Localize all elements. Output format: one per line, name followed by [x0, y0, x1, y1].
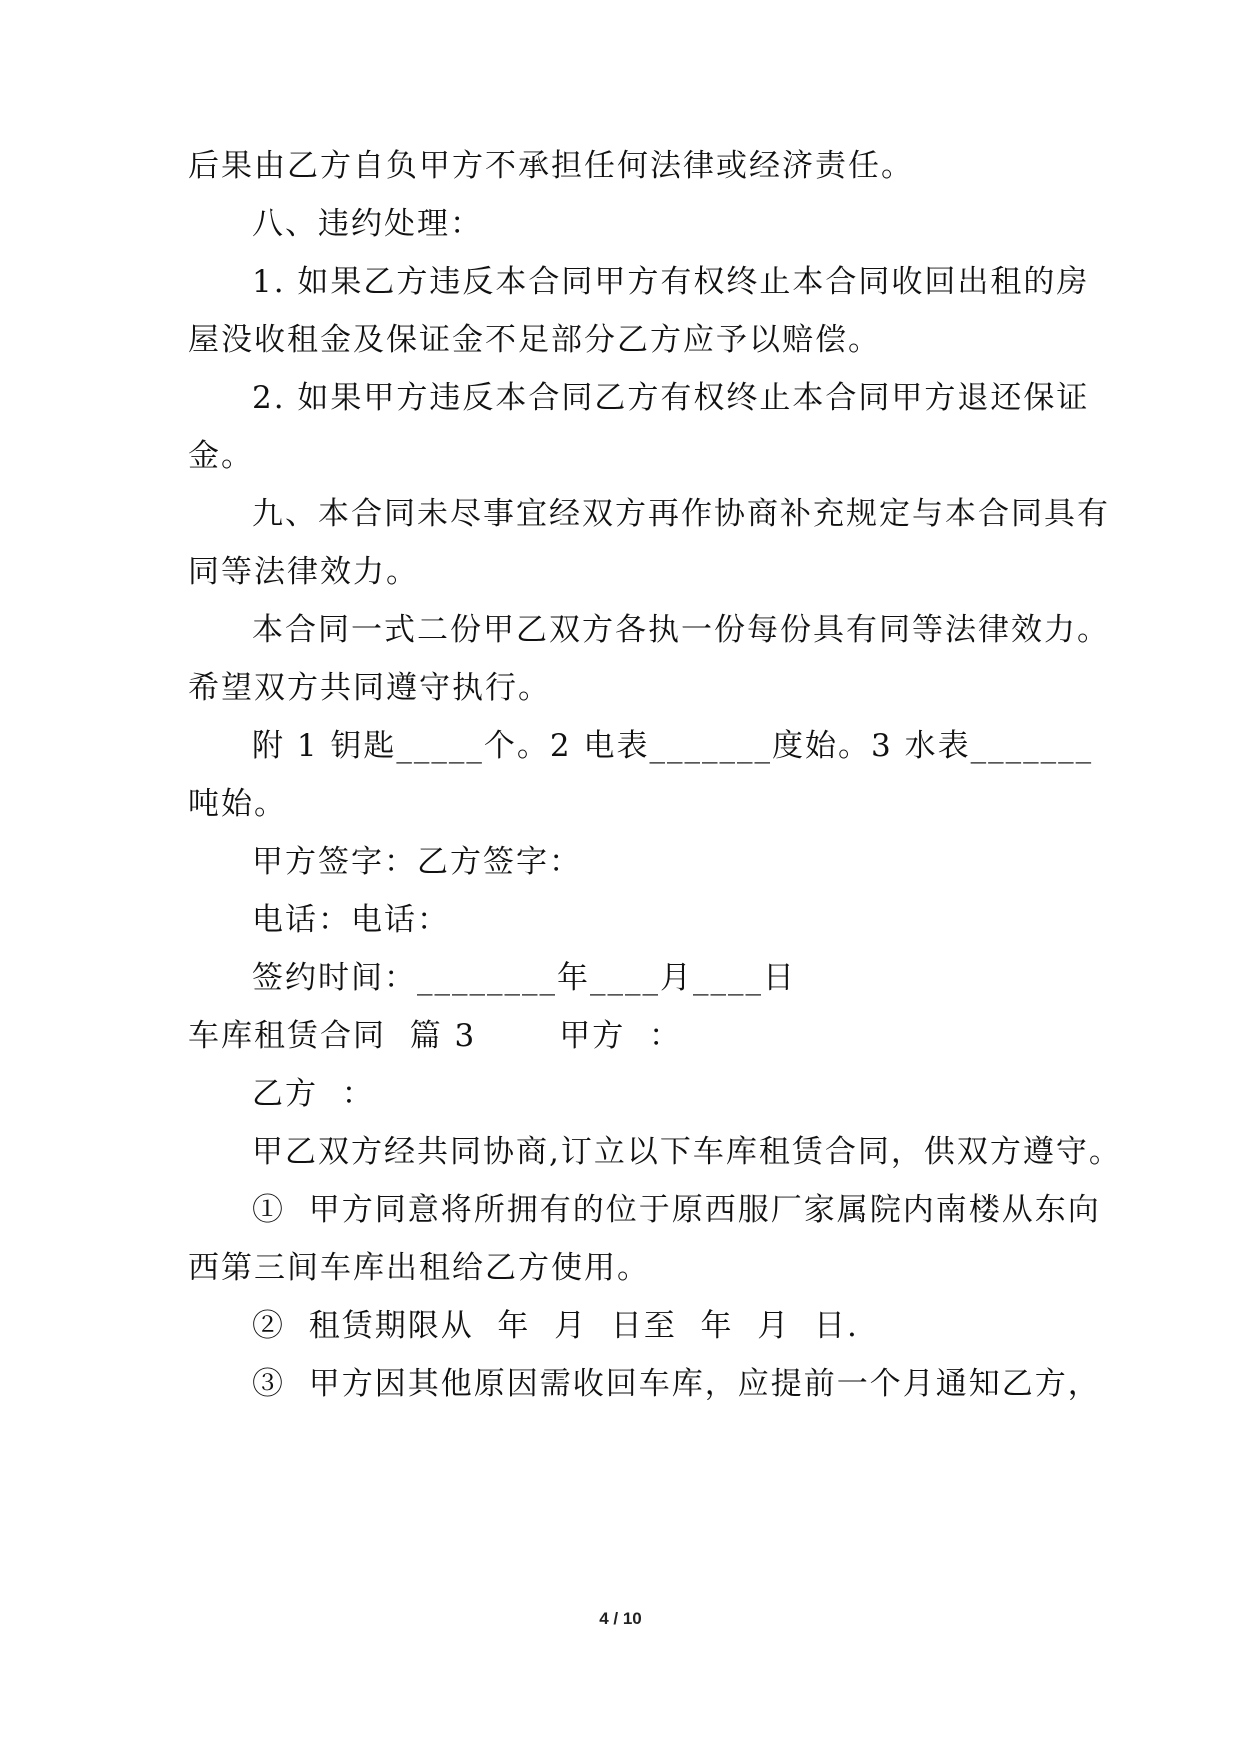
signature-line: 甲方签字：乙方签字： [252, 844, 582, 880]
text-line: 1. 如果乙方违反本合同甲方有权终止本合同收回出租的房 [252, 264, 1090, 300]
text-line: 2. 如果甲方违反本合同乙方有权终止本合同甲方退还保证 [252, 380, 1090, 416]
clause-2: ② 租赁期限从 年 月 日至 年 月 日. [252, 1308, 859, 1344]
clause-3: ③ 甲方因其他原因需收回车库，应提前一个月通知乙方， [252, 1366, 1101, 1402]
text-line: 九、本合同未尽事宜经双方再作协商补充规定与本合同具有 [252, 496, 1110, 532]
text-line: 甲乙双方经共同协商,订立以下车库租赁合同，供双方遵守。 [252, 1134, 1122, 1170]
clause-1: ① 甲方同意将所拥有的位于原西服厂家属院内南楼从东向 [252, 1192, 1101, 1228]
signing-date-line: 签约时间：________年____月____日 [252, 960, 796, 996]
text-line: 金。 [188, 438, 254, 474]
contract-title: 车库租赁合同 篇 3 甲方 ： [188, 1018, 682, 1054]
text-line: 吨始。 [188, 786, 287, 822]
text-line: 同等法律效力。 [188, 554, 419, 590]
text-line: 本合同一式二份甲乙双方各执一份每份具有同等法律效力。 [252, 612, 1110, 648]
phone-line: 电话：电话： [252, 902, 450, 938]
text-line: 希望双方共同遵守执行。 [188, 670, 551, 706]
attachment-line: 附 1 钥匙_____个。2 电表_______度始。3 水表_______ [252, 728, 1094, 764]
text-line: 西第三间车库出租给乙方使用。 [188, 1250, 650, 1286]
text-line: 屋没收租金及保证金不足部分乙方应予以赔偿。 [188, 322, 881, 358]
party-b-line: 乙方 ： [252, 1076, 375, 1112]
page-number: 4 / 10 [599, 1609, 642, 1628]
section-heading-breach: 八、违约处理： [252, 206, 483, 242]
text-line: 后果由乙方自负甲方不承担任何法律或经济责任。 [188, 148, 914, 184]
